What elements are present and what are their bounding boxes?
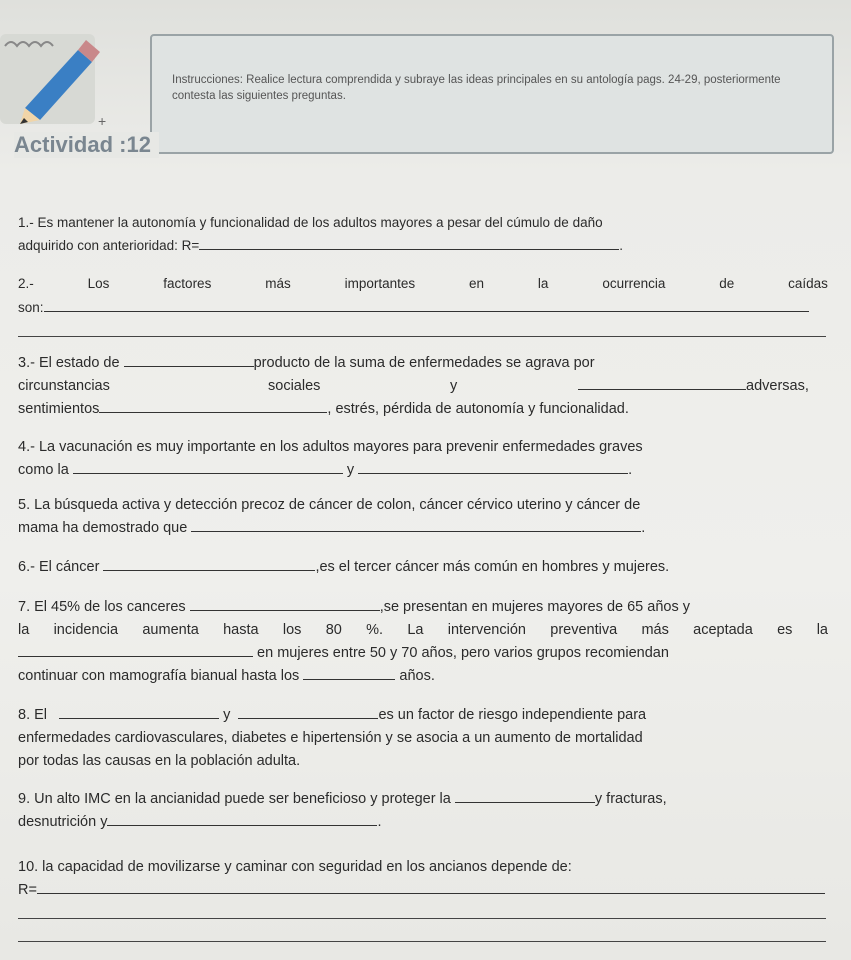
answer-blank[interactable]: [190, 596, 380, 611]
question-7-line2: la incidencia aumenta hasta los 80 %. La intervención preventiva más aceptada es la: [18, 622, 828, 638]
answer-blank[interactable]: [358, 459, 628, 474]
question-10: 10. la capacidad de movilizarse y caminar con seguridad en los ancianos depende de: R=: [18, 856, 828, 902]
answer-blank[interactable]: [73, 459, 343, 474]
answer-blank[interactable]: [99, 398, 327, 413]
question-4: 4.- La vacunación es muy importante en los adultos mayores para prevenir enfermedades graves como la y .: [18, 439, 643, 478]
answer-blank[interactable]: [103, 556, 315, 571]
question-7-line3: en mujeres entre 50 y 70 años, pero varios grupos recomiendan: [18, 642, 828, 665]
answer-blank[interactable]: [303, 665, 395, 680]
answer-blank[interactable]: [18, 642, 253, 657]
answer-blank[interactable]: [37, 879, 825, 894]
question-8: 8. El y es un factor de riesgo independiente para: [18, 704, 828, 727]
answer-line[interactable]: [18, 918, 826, 919]
question-7: 7. El 45% de los canceres ,se presentan en mujeres mayores de 65 años y: [18, 596, 828, 619]
activity-title: Actividad :12: [14, 132, 159, 158]
question-3-line3: sentimientos , estrés, pérdida de autonomía y funcionalidad.: [18, 398, 828, 421]
question-3: 3.- El estado de producto de la suma de enfermedades se agrava por: [18, 352, 828, 375]
answer-blank[interactable]: [59, 704, 219, 719]
pencil-icon: [0, 28, 120, 128]
answer-blank[interactable]: [191, 517, 641, 532]
answer-blank[interactable]: [578, 375, 746, 390]
question-9: 9. Un alto IMC en la ancianidad puede ser beneficioso y proteger la y fracturas, desnutrición y .: [18, 788, 828, 834]
answer-blank[interactable]: [124, 352, 254, 367]
answer-line[interactable]: [18, 941, 826, 942]
instructions-text: Instrucciones: Realice lectura comprendida y subraye las ideas principales en su antología pags. 24-29, posteriormente contesta las siguientes preguntas.: [172, 74, 781, 102]
question-2: 2.- Los factores más importantes en la ocurrencia de caídas: [18, 276, 828, 291]
question-8-line2: enfermedades cardiovasculares, diabetes e hipertensión y se asocia a un aumento de mortalidad por todas las causas en la población adulta.: [18, 730, 643, 769]
question-5: 5. La búsqueda activa y detección precoz de cáncer de colon, cáncer cérvico uterino y cáncer de mama ha demostrado que .: [18, 497, 646, 536]
answer-blank[interactable]: [455, 788, 595, 803]
question-1: 1.- Es mantener la autonomía y funcionalidad de los adultos mayores a pesar del cúmulo de daño adquirido con anterioridad: R= .: [18, 215, 624, 253]
question-2-tail: son:: [18, 296, 828, 319]
answer-blank[interactable]: [107, 811, 377, 826]
answer-line[interactable]: [18, 336, 826, 337]
question-3-line2: circunstancias sociales y adversas,: [18, 375, 828, 398]
question-6: 6.- El cáncer ,es el tercer cáncer más común en hombres y mujeres.: [18, 556, 828, 579]
question-7-line4: continuar con mamografía bianual hasta los años.: [18, 665, 828, 688]
answer-blank[interactable]: [199, 235, 619, 250]
answer-blank[interactable]: [238, 704, 378, 719]
svg-text:+: +: [98, 113, 107, 128]
answer-blank[interactable]: [44, 297, 809, 312]
